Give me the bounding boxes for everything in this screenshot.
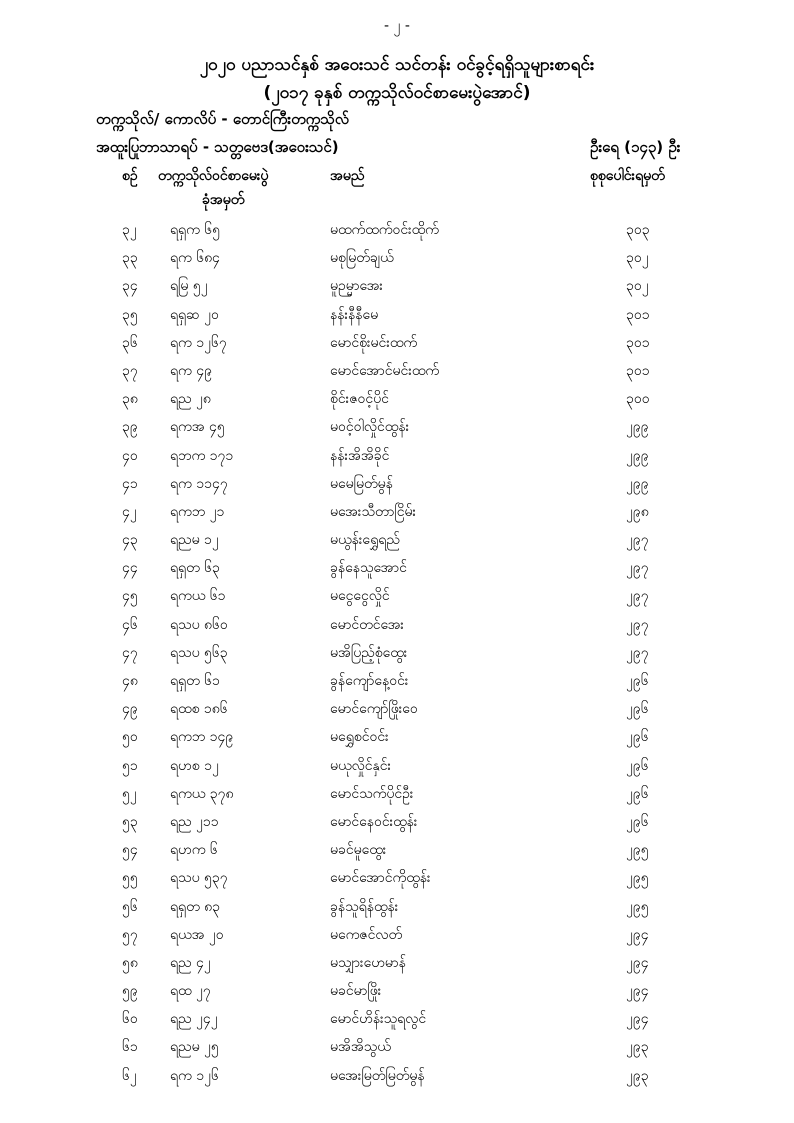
roll-number: ရက ၁၂၆ xyxy=(170,1067,219,1084)
total-marks: ၂၉၇ xyxy=(626,588,649,605)
header-roll-cont: ခုံအမှတ် xyxy=(202,192,245,208)
total-marks: ၂၉၄ xyxy=(626,954,649,971)
table-row xyxy=(0,643,794,671)
student-name: မမေမြတ်မွန် xyxy=(330,475,393,492)
table-row xyxy=(0,586,794,614)
table-row xyxy=(0,305,794,333)
total-marks: ၃၀၁ xyxy=(626,334,650,351)
table-row xyxy=(0,220,794,248)
row-number: ၄၀ xyxy=(122,447,138,464)
roll-number: ရည ၂၈ xyxy=(170,391,211,408)
table-row xyxy=(0,417,794,445)
student-name: မထက်ထက်ဝင်းထိုက် xyxy=(330,222,439,238)
roll-number: ရရှဆ ၂၀ xyxy=(170,306,219,323)
row-number: ၃၉ xyxy=(122,419,138,436)
roll-number: ရကယ ၃၇၈ xyxy=(170,785,234,802)
row-number: ၅၉ xyxy=(122,983,138,1000)
row-number: ၃၆ xyxy=(122,334,138,351)
student-name: မစုမြတ်ချယ် xyxy=(330,250,394,267)
student-name: မခင်မာဖြိုး xyxy=(330,983,382,1000)
roll-number: ရက ၁၁၄၇ xyxy=(170,475,228,492)
total-marks: ၂၉၅ xyxy=(626,870,649,887)
table-row xyxy=(0,1009,794,1037)
table-row xyxy=(0,446,794,474)
row-number: ၅၈ xyxy=(122,954,138,971)
student-name: မငွေငွေလှိုင် xyxy=(330,588,390,605)
total-marks: ၃၀၂ xyxy=(626,278,649,295)
student-name: မသျှားဟေမာန် xyxy=(330,954,406,971)
row-number: ၆၁ xyxy=(122,1039,138,1056)
row-number: ၃၈ xyxy=(122,391,138,408)
total-marks: ၂၉၃ xyxy=(626,1067,649,1084)
table-row xyxy=(0,756,794,784)
student-name: မောင်ကျော်ဖြိုးဝေ xyxy=(330,701,418,718)
subject-label: အထူးပြုဘာသာရပ် - သတ္တဗေဒ(အဝေးသင်) xyxy=(96,138,339,156)
row-number: ၅၁ xyxy=(122,757,138,774)
row-number: ၆၂ xyxy=(122,1067,137,1084)
total-marks: ၂၉၆ xyxy=(626,701,649,718)
table-row xyxy=(0,671,794,699)
student-name: မောင်တင်အေး xyxy=(330,616,404,633)
student-name: မောင်အောင်မင်းထက် xyxy=(330,362,440,379)
row-number: ၅၆ xyxy=(122,898,138,915)
total-marks: ၂၉၅ xyxy=(626,898,649,915)
table-row xyxy=(0,953,794,981)
header-no: စဉ် xyxy=(122,168,138,184)
table-row xyxy=(0,615,794,643)
roll-number: ရထစ ၁၈၆ xyxy=(170,701,228,718)
row-number: ၄၉ xyxy=(122,701,138,718)
student-name: မရွှေစင်ဝင်း xyxy=(330,729,389,746)
student-name: မောင်အောင်ကိုထွန်း xyxy=(330,870,431,887)
table-row xyxy=(0,840,794,868)
roll-number: ရထ ၂၇ xyxy=(170,983,211,1000)
row-number: ၄၆ xyxy=(122,616,138,633)
roll-number: ရကယ ၆၁ xyxy=(170,588,226,605)
student-name: ခွန်ကျော်နေ့ဝင်း xyxy=(330,673,409,689)
roll-number: ရရှတ ၈၃ xyxy=(170,898,221,915)
table-row xyxy=(0,276,794,304)
roll-number: ရက ၁၂၆၇ xyxy=(170,334,227,351)
table-row xyxy=(0,784,794,812)
student-name: မကေဇင်လတ် xyxy=(330,926,403,943)
total-marks: ၃၀၂ xyxy=(626,250,649,267)
row-number: ၅၇ xyxy=(122,926,138,943)
student-name: မအိပြည့်စုံထွေး xyxy=(330,644,408,661)
row-number: ၅၅ xyxy=(122,870,138,887)
row-number: ၅၃ xyxy=(122,813,138,830)
total-marks: ၃၀၁ xyxy=(626,306,650,323)
roll-number: ရရှက ၆၅ xyxy=(170,222,220,238)
table-row xyxy=(0,474,794,502)
list-title: ၂၀၂၀ ပညာသင်နှစ် အဝေးသင် သင်တန်း ဝင်ခွင့်ရရှိသူများစာရင်း xyxy=(199,55,595,75)
student-name: ခွန်သူရိန်ထွန်း xyxy=(330,898,399,915)
student-name: မအိအိသွယ် xyxy=(330,1039,391,1056)
table-row xyxy=(0,699,794,727)
table-row xyxy=(0,558,794,586)
row-number: ၃၃ xyxy=(122,250,138,267)
row-number: ၄၂ xyxy=(122,503,137,520)
page-number: - ၂ - xyxy=(384,18,410,34)
roll-number: ရသပ ၅၆၃ xyxy=(170,644,228,661)
roll-number: ရည ၄၂ xyxy=(170,954,211,971)
total-marks: ၂၉၈ xyxy=(626,503,649,520)
row-number: ၃၂ xyxy=(122,222,137,238)
student-name: မအေးသီတာငြိမ်း xyxy=(330,503,417,520)
roll-number: ရက ၄၉ xyxy=(170,362,212,379)
roll-number: ရည ၂၁၁ xyxy=(170,813,219,830)
table-row xyxy=(0,1066,794,1094)
table-row xyxy=(0,981,794,1009)
roll-number: ရဘက ၁၇၁ xyxy=(170,447,234,464)
row-number: ၆၀ xyxy=(122,1011,138,1028)
total-marks: ၂၉၅ xyxy=(626,842,649,859)
student-name: စိုင်းဇဝင့်ပိုင် xyxy=(330,391,389,408)
student-name: မယွန်းရွှေရည် xyxy=(330,532,400,549)
roll-number: ရဟက ၆ xyxy=(170,842,218,859)
student-name: မယုလှိုင်နှင်း xyxy=(330,757,392,774)
row-number: ၄၅ xyxy=(122,588,138,605)
table-row xyxy=(0,868,794,896)
row-number: ၄၁ xyxy=(122,475,138,492)
total-marks: ၂၉၇ xyxy=(626,560,649,577)
total-marks: ၂၉၆ xyxy=(626,757,649,774)
total-marks: ၂၉၄ xyxy=(626,926,649,943)
total-marks: ၂၉၆ xyxy=(626,729,649,746)
table-row xyxy=(0,502,794,530)
row-number: ၃၄ xyxy=(122,278,138,295)
table-row xyxy=(0,727,794,755)
total-marks: ၂၉၉ xyxy=(626,419,649,436)
total-marks: ၃၀၁ xyxy=(626,362,650,379)
total-marks: ၃၀၃ xyxy=(626,222,650,238)
student-name: နန်းနီနီမေ xyxy=(330,306,379,323)
table-row xyxy=(0,361,794,389)
total-marks: ၂၉၄ xyxy=(626,1011,649,1028)
student-name: မဝင့်ဝါလှိုင်ထွန်း xyxy=(330,419,410,436)
student-name: မောင်သက်ပိုင်ဦး xyxy=(330,785,414,802)
row-number: ၄၇ xyxy=(122,644,138,661)
roll-number: ရည ၂၄၂ xyxy=(170,1011,218,1028)
university-label: တက္ကသိုလ်/ ကောလိပ် - တောင်ကြီးတက္ကသိုလ် xyxy=(96,110,349,128)
table-row xyxy=(0,389,794,417)
table-row xyxy=(0,333,794,361)
row-number: ၃၇ xyxy=(122,362,138,379)
roll-number: ရညမ ၂၅ xyxy=(170,1039,219,1056)
row-number: ၄၈ xyxy=(122,673,138,689)
total-marks: ၂၉၇ xyxy=(626,644,649,661)
student-name: မခင်မူထွေး xyxy=(330,842,387,859)
table-row xyxy=(0,897,794,925)
table-row xyxy=(0,812,794,840)
table-row xyxy=(0,530,794,558)
total-marks: ၂၉၇ xyxy=(626,532,649,549)
roll-number: ရကဘ ၁၄၉ xyxy=(170,729,234,746)
roll-number: ရရှတ ၆၁ xyxy=(170,673,220,689)
student-name: ခွန်နေသူအောင် xyxy=(330,560,407,577)
header-roll: တက္ကသိုလ်ဝင်စာမေးပွဲ xyxy=(158,168,269,184)
table-row xyxy=(0,248,794,276)
total-marks: ၂၉၇ xyxy=(626,616,649,633)
total-marks: ၃၀၀ xyxy=(626,391,650,408)
student-name: မောင်နေဝင်းထွန်း xyxy=(330,813,418,830)
roll-number: ရသပ ၈၆၀ xyxy=(170,616,228,633)
results-table xyxy=(0,220,794,1094)
total-marks: ၂၉၉ xyxy=(626,447,649,464)
roll-number: ရကအ ၄၅ xyxy=(170,419,225,436)
roll-number: ရကဘ ၂၁ xyxy=(170,503,225,520)
roll-number: ရညမ ၁၂ xyxy=(170,532,219,549)
row-number: ၄၄ xyxy=(122,560,138,577)
table-row xyxy=(0,925,794,953)
student-name: မောင်ဟိန်းသူရလွင် xyxy=(330,1011,427,1028)
student-name: မူဉမ္မာအေး xyxy=(330,278,383,295)
roll-number: ရယအ ၂၀ xyxy=(170,926,224,943)
student-name: မောင်စိုးမင်းထက် xyxy=(330,334,418,351)
roll-number: ရရှတ ၆၃ xyxy=(170,560,220,577)
row-number: ၅၀ xyxy=(122,729,138,746)
row-number: ၃၅ xyxy=(122,306,138,323)
total-marks: ၂၉၄ xyxy=(626,983,649,1000)
table-row xyxy=(0,1037,794,1065)
list-subtitle: (၂၀၁၇ ခုနှစ် တက္ကသိုလ်ဝင်စာမေးပွဲအောင်) xyxy=(263,83,531,103)
roll-number: ရဟစ ၁၂ xyxy=(170,757,219,774)
student-name: မအေးမြတ်မြတ်မွန် xyxy=(330,1067,425,1084)
total-marks: ၂၉၆ xyxy=(626,813,649,830)
roll-number: ရက ၆၈၄ xyxy=(170,250,220,267)
total-marks: ၂၉၃ xyxy=(626,1039,649,1056)
total-count: ဦးရေ (၁၄၃) ဦး xyxy=(590,138,681,156)
header-name: အမည် xyxy=(330,168,365,184)
row-number: ၅၄ xyxy=(122,842,138,859)
total-marks: ၂၉၆ xyxy=(626,785,649,802)
roll-number: ရသပ ၅၃၇ xyxy=(170,870,228,887)
total-marks: ၂၉၉ xyxy=(626,475,649,492)
row-number: ၄၃ xyxy=(122,532,138,549)
total-marks: ၂၉၆ xyxy=(626,673,649,689)
student-name: နန်းအိအိခိုင် xyxy=(330,447,390,464)
roll-number: ရမြ ၅၂ xyxy=(170,278,208,295)
header-marks: စုစုပေါင်းရမှတ် xyxy=(590,168,665,184)
row-number: ၅၂ xyxy=(122,785,137,802)
